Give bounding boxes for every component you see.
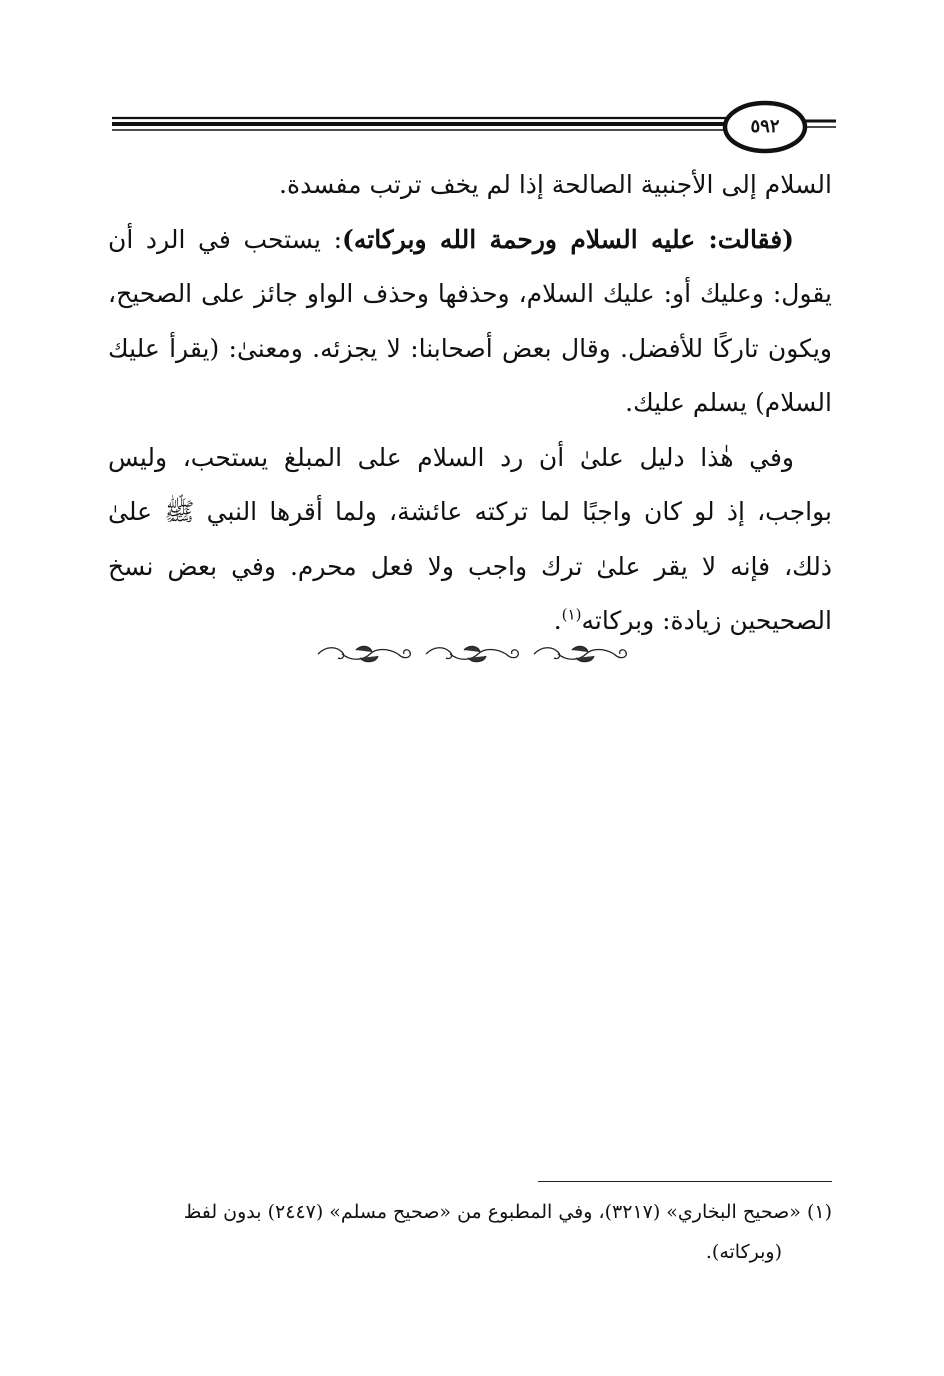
paragraph-3-text: وفي هٰذا دليل علىٰ أن رد السلام على المبلغ يستحب، وليس بواجب، إذ لو كان واجبًا لما تركته عائشة، ولما أقرها النبي ﷺ علىٰ ذلك، فإنه لا يقر علىٰ ترك واجب ولا فعل محرم. وفي بعض نسخ الصحيحين زيادة: وبركاته xyxy=(108,442,832,635)
page-header xyxy=(112,96,840,156)
paragraph-3 xyxy=(108,431,832,649)
floral-divider-icon xyxy=(312,640,628,670)
footnote xyxy=(108,1192,832,1272)
paragraph-3-end: . xyxy=(553,606,562,635)
footnote-reference: (١) xyxy=(561,605,582,624)
footnote-separator xyxy=(538,1181,832,1182)
page-number: ٥٩٢ xyxy=(750,116,780,137)
paragraph-1: السلام إلى الأجنبية الصالحة إذا لم يخف ترتب مفسدة. xyxy=(279,170,832,199)
main-text xyxy=(108,158,832,649)
footnote-line-1: (١) «صحيح البخاري» (٣٢١٧)، وفي المطبوع من «صحيح مسلم» (٢٤٤٧) بدون لفظ xyxy=(183,1201,832,1223)
paragraph-2 xyxy=(108,213,832,431)
paragraph-2-text: : يستحب في الرد أن يقول: وعليك أو: عليك السلام، وحذفها وحذف الواو جائز على الصحيح، ويكون تاركًا للأفضل. وقال بعض أصحابنا: لا يجزئه. ومعنىٰ: (يقرأ عليك السلام) يسلم عليك. xyxy=(108,224,832,417)
quoted-phrase: (فقالت: عليه السلام ورحمة الله وبركاته) xyxy=(342,224,794,254)
footnote-line-2: (وبركاته). xyxy=(705,1241,782,1263)
section-divider-ornament xyxy=(312,640,628,670)
